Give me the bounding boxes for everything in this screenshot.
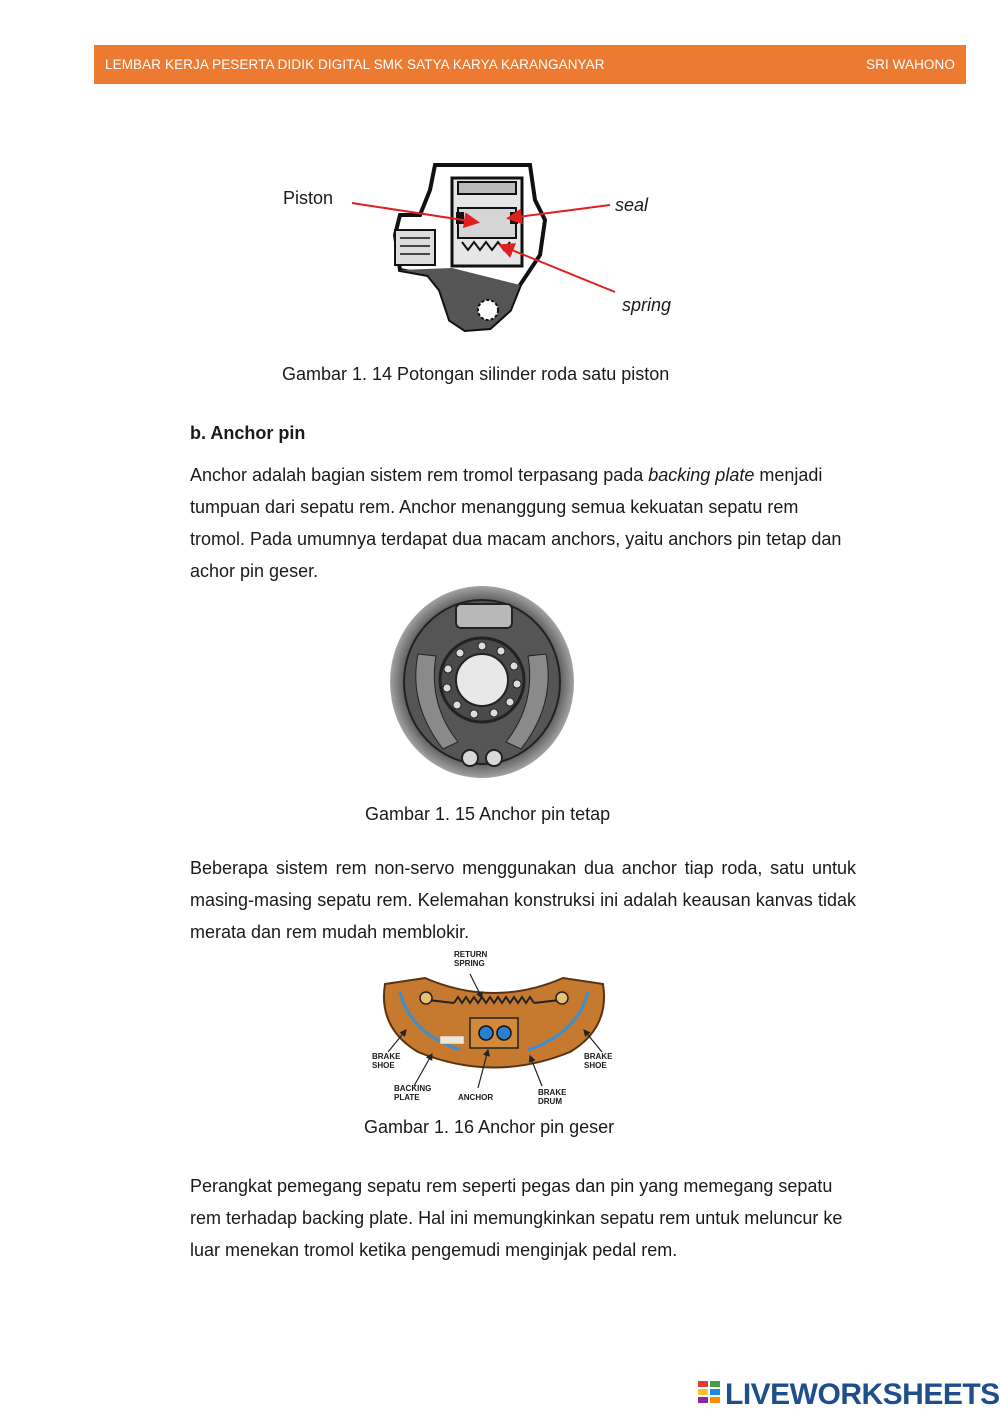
label-anchor: ANCHOR <box>458 1093 494 1102</box>
paragraph-anchor-intro <box>190 459 856 587</box>
para1-before: Anchor adalah bagian sistem rem tromol terpasang pada <box>190 465 649 485</box>
para1-italic: backing plate <box>648 465 755 485</box>
boot <box>458 182 516 194</box>
anchor-pin-right <box>486 750 502 766</box>
section-heading: b. Anchor pin <box>190 423 306 443</box>
wheel-cylinder <box>456 604 512 628</box>
logo-icon <box>698 1381 722 1409</box>
inlet-port <box>395 230 435 265</box>
header-title: LEMBAR KERJA PESERTA DIDIK DIGITAL SMK SATYA KARYA KARANGANYAR <box>105 57 605 72</box>
figure-15-caption: Gambar 1. 15 Anchor pin tetap <box>365 804 611 824</box>
page-header <box>94 45 966 84</box>
liveworksheets-logo <box>698 1378 1000 1412</box>
label-brake-drum: BRAKE DRUM <box>538 1088 567 1106</box>
para1-after: menjadi tumpuan dari sepatu rem. Anchor menanggung semua kekuatan sepatu rem tromol. Pada umumnya terdapat dua macam anchors, yaitu anchors pin tetap dan achor pin geser. <box>190 465 842 581</box>
figure-16-caption: Gambar 1. 16 Anchor pin geser <box>364 1117 615 1137</box>
logo-text: LIVEWORKSHEETS <box>725 1378 1000 1411</box>
bleeder-hole <box>478 300 498 320</box>
label-brake-shoe-left: BRAKE SHOE <box>372 1052 401 1070</box>
anchor-hole-right <box>497 1026 511 1040</box>
figure-14-caption: Gambar 1. 14 Potongan silinder roda satu piston <box>282 364 670 384</box>
paragraph-non-servo: Beberapa sistem rem non-servo menggunakan dua anchor tiap roda, satu untuk masing-masing sepatu rem. Kelemahan konstruksi ini adalah keausan kanvas tidak merata dan rem mudah memblokir. <box>190 858 856 942</box>
label-backing-plate: BACKING PLATE <box>394 1084 432 1102</box>
wheel-cylinder-diagram <box>340 160 630 335</box>
piston <box>458 208 516 238</box>
anchor-pin-fixed-image <box>388 584 576 780</box>
label-return-spring: RETURN SPRING <box>454 950 488 968</box>
label-spring: spring <box>622 295 672 315</box>
anchor-pin-sliding-figure <box>370 948 618 1110</box>
paragraph-shoe-holder: Perangkat pemegang sepatu rem seperti pegas dan pin yang memegang sepatu rem terhadap backing plate. Hal ini memungkinkan sepatu rem untuk meluncur ke luar menekan tromol ketika pengemudi menginjak pedal rem. <box>190 1176 843 1260</box>
anchor-hole-left <box>479 1026 493 1040</box>
header-author: SRI WAHONO <box>865 57 955 72</box>
anchor-pin-left <box>462 750 478 766</box>
label-piston: Piston <box>283 188 334 208</box>
seal-left <box>456 212 464 224</box>
label-seal: seal <box>615 195 649 215</box>
label-brake-shoe-right: BRAKE SHOE <box>584 1052 613 1070</box>
